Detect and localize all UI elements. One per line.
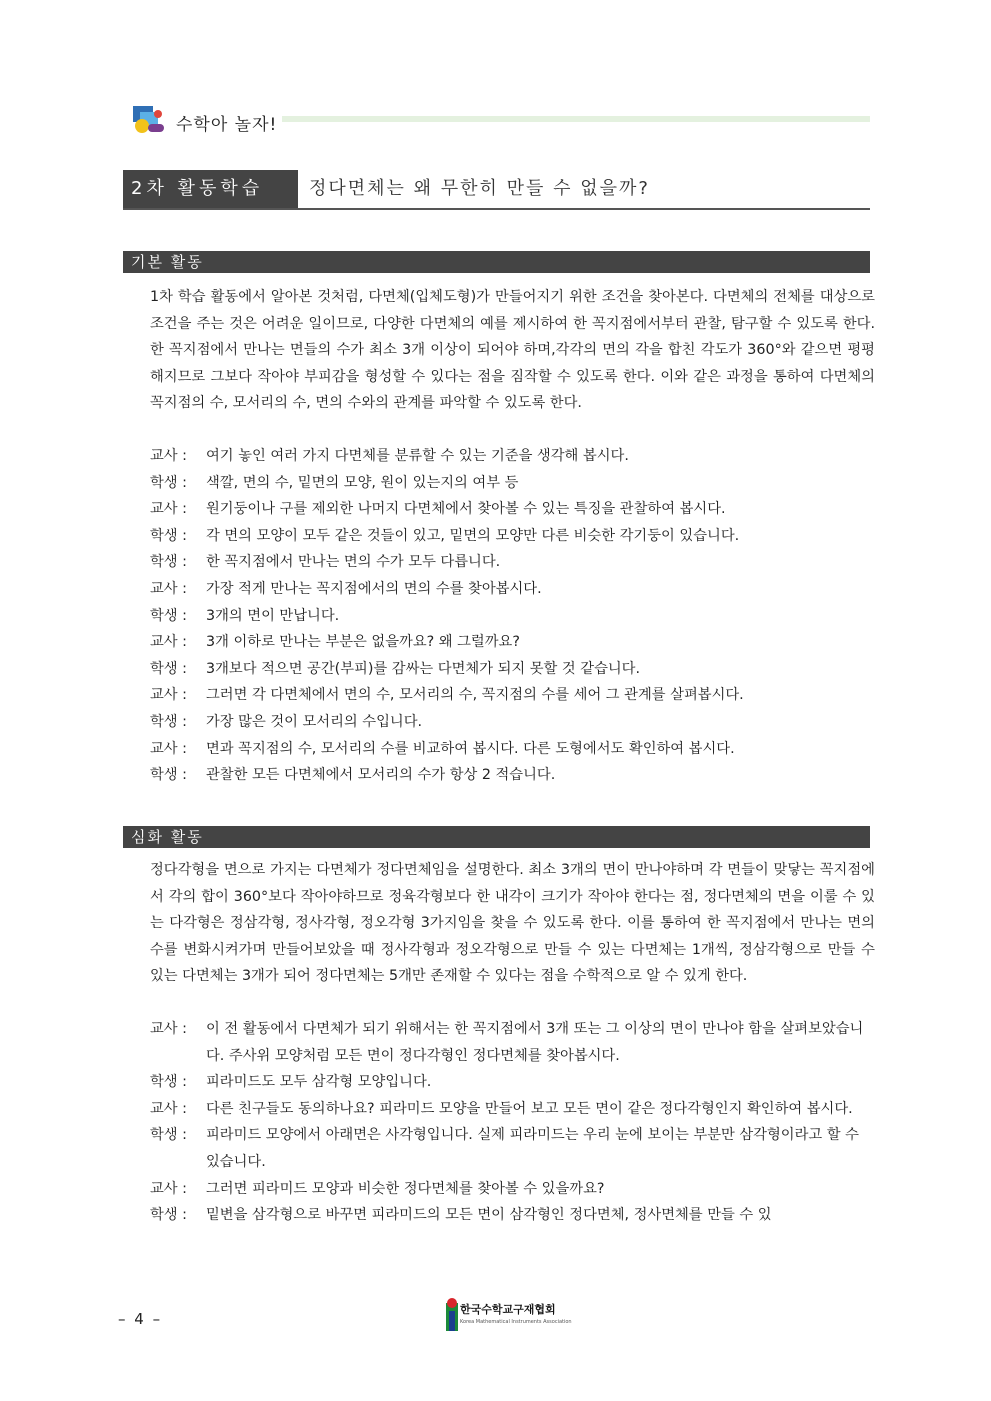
brand-header xyxy=(132,104,872,138)
basic-dialog-line xyxy=(150,443,875,470)
advanced-dialog-line xyxy=(150,1069,875,1096)
activity-title-bar xyxy=(123,170,870,210)
speaker-label: 학생 : xyxy=(150,660,187,677)
speech-text: 여기 놓인 여러 가지 다면체를 분류할 수 있는 기준을 생각해 봅시다. xyxy=(206,448,629,464)
speaker-label: 학생 : xyxy=(150,767,187,784)
brand-divider xyxy=(282,116,870,122)
basic-dialog-line xyxy=(150,709,875,736)
speaker-label: 학생 : xyxy=(150,713,187,730)
basic-dialog-line xyxy=(150,736,875,763)
basic-dialog-line xyxy=(150,629,875,656)
speaker-label: 교사 : xyxy=(150,501,187,518)
basic-dialog-line xyxy=(150,762,875,789)
basic-dialog-line xyxy=(150,523,875,550)
speaker-label: 교사 : xyxy=(150,1021,187,1037)
page-number: – 4 – xyxy=(118,1310,163,1328)
org-emblem-icon xyxy=(446,1297,458,1331)
speech-text: 관찰한 모든 다면체에서 모서리의 수가 항상 2 적습니다. xyxy=(206,767,556,784)
speech-text: 3개보다 적으면 공간(부피)를 감싸는 다면체가 되지 못할 것 같습니다. xyxy=(206,660,641,677)
speech-text: 피라미드 모양에서 아래면은 사각형입니다. 실제 피라미드는 우리 눈에 보이는 부분만 삼각형이라고 할 수 있습니다. xyxy=(206,1127,859,1170)
basic-intro-paragraph: 1차 학습 활동에서 알아본 것처럼, 다면체(입체도형)가 만들어지기 위한 조건을 찾아본다. 다면체의 전체를 대상으로 조건을 주는 것은 어려운 일이므로, 다양한 다면체의 예를 제시하여 한 꼭지점에서부터 관찰, 탐구할 수 있도록 한다. 한 꼭지점에서 만나는 면들의 수가 최소 3개 이상이 되어야 하며,각각의 면의 각을 합친 각도가 360°와 같으면 평평해지므로 그보다 작아야 부피감을 형성할 수 있다는 점을 짐작할 수 있도록 한다. 이와 같은 과정을 통하여 다면체의 꼭지점의 수, 모서리의 수, 면의 수와의 관계를 파악할 수 있도록 한다. xyxy=(150,289,876,412)
org-name: 한국수학교구재협회 xyxy=(460,1303,556,1316)
speech-text: 그러면 피라미드 모양과 비슷한 정다면체를 찾아볼 수 있을까요? xyxy=(206,1180,605,1197)
section-heading-advanced: 심화 활동 xyxy=(123,826,870,848)
speaker-label: 교사 : xyxy=(150,580,187,597)
basic-dialog-line xyxy=(150,656,875,683)
speech-text: 3개 이하로 만나는 부분은 없을까요? 왜 그럴까요? xyxy=(206,634,520,651)
advanced-dialog-list xyxy=(150,1016,875,1229)
advanced-intro-paragraph: 정다각형을 면으로 가지는 다면체가 정다면체임을 설명한다. 최소 3개의 면이 만나야하며 각 면들이 맞닿는 꼭지점에서 각의 합이 360°보다 작아야하므로 정육각형보다 한 내각이 크기가 작아야 한다는 점, 정다면체의 면을 이룰 수 있는 다각형은 정삼각형, 정사각형, 정오각형 3가지임을 찾을 수 있도록 한다. 이를 통하여 한 꼭지점에서 만나는 면의 수를 변화시켜가며 만들어보았을 때 정사각형과 정오각형으로 만들 수 있는 다면체는 1개씩, 정삼각형으로 만들 수 있는 다면체는 3개가 되어 정다면체는 5개만 존재할 수 있다는 점을 수학적으로 알 수 있게 한다. xyxy=(150,862,875,985)
speech-text: 밑변을 삼각형으로 바꾸면 피라미드의 모든 면이 삼각형인 정다면체, 정사면체를 만들 수 있 xyxy=(206,1207,772,1224)
speech-text: 피라미드도 모두 삼각형 모양입니다. xyxy=(206,1074,432,1091)
speaker-label: 교사 : xyxy=(150,634,187,651)
speaker-label: 학생 : xyxy=(150,474,187,491)
speech-text: 그러면 각 다면체에서 면의 수, 모서리의 수, 꼭지점의 수를 세어 그 관계를 살펴봅시다. xyxy=(206,687,744,704)
footer-org-logo xyxy=(446,1297,572,1333)
speech-text: 면과 꼭지점의 수, 모서리의 수를 비교하여 봅시다. 다른 도형에서도 확인하여 봅시다. xyxy=(206,740,735,757)
speaker-label: 학생 : xyxy=(150,607,187,624)
speech-text: 한 꼭지점에서 만나는 면의 수가 모두 다릅니다. xyxy=(206,554,501,571)
speech-text: 다른 친구들도 동의하나요? 피라미드 모양을 만들어 보고 모든 면이 같은 정다각형인지 확인하여 봅시다. xyxy=(206,1100,853,1117)
advanced-dialog-line xyxy=(150,1176,875,1203)
speaker-label: 교사 : xyxy=(150,740,187,757)
speech-text: 3개의 면이 만납니다. xyxy=(206,607,340,624)
basic-dialog-line xyxy=(150,470,875,497)
activity-label: 2차 활동학습 xyxy=(123,170,298,208)
basic-dialog-list xyxy=(150,443,875,789)
activity-title: 정다면체는 왜 무한히 만들 수 없을까? xyxy=(309,178,650,199)
speech-text: 이 전 활동에서 다면체가 되기 위해서는 한 꼭지점에서 3개 또는 그 이상의 면이 만나야 함을 살펴보았습니다. 주사위 모양처럼 모든 면이 정다각형인 정다면체를 찾아봅시다. xyxy=(206,1021,864,1064)
basic-dialog-line xyxy=(150,682,875,709)
speech-text: 가장 많은 것이 모서리의 수입니다. xyxy=(206,713,423,730)
speaker-label: 학생 : xyxy=(150,1127,187,1144)
advanced-dialog-line xyxy=(150,1202,875,1229)
speaker-label: 교사 : xyxy=(150,1180,187,1197)
speech-text: 원기둥이나 구를 제외한 나머지 다면체에서 찾아볼 수 있는 특징을 관찰하여 봅시다. xyxy=(206,501,726,518)
speech-text: 색깔, 면의 수, 밑면의 모양, 원이 있는지의 여부 등 xyxy=(206,474,519,491)
brand-title: 수학아 놀자! xyxy=(176,115,278,135)
brand-logo-icon xyxy=(132,104,166,136)
speech-text: 가장 적게 만나는 꼭지점에서의 면의 수를 찾아봅시다. xyxy=(206,580,542,597)
speaker-label: 학생 : xyxy=(150,1207,187,1224)
section-heading-basic: 기본 활동 xyxy=(123,251,870,273)
speaker-label: 학생 : xyxy=(150,1074,187,1091)
speaker-label: 교사 : xyxy=(150,448,187,464)
org-name-english: Korea Mathematical Instruments Association xyxy=(460,1319,572,1325)
advanced-dialog-line xyxy=(150,1122,875,1175)
basic-dialog-line xyxy=(150,496,875,523)
speaker-label: 학생 : xyxy=(150,554,187,571)
speaker-label: 학생 : xyxy=(150,527,187,544)
speaker-label: 교사 : xyxy=(150,1100,187,1117)
basic-dialog-line xyxy=(150,576,875,603)
advanced-dialog-line xyxy=(150,1096,875,1123)
basic-dialog-line xyxy=(150,603,875,630)
advanced-dialog-line xyxy=(150,1016,875,1069)
speech-text: 각 면의 모양이 모두 같은 것들이 있고, 밑면의 모양만 다른 비슷한 각기둥이 있습니다. xyxy=(206,527,740,544)
basic-dialog-line xyxy=(150,549,875,576)
speaker-label: 교사 : xyxy=(150,687,187,704)
